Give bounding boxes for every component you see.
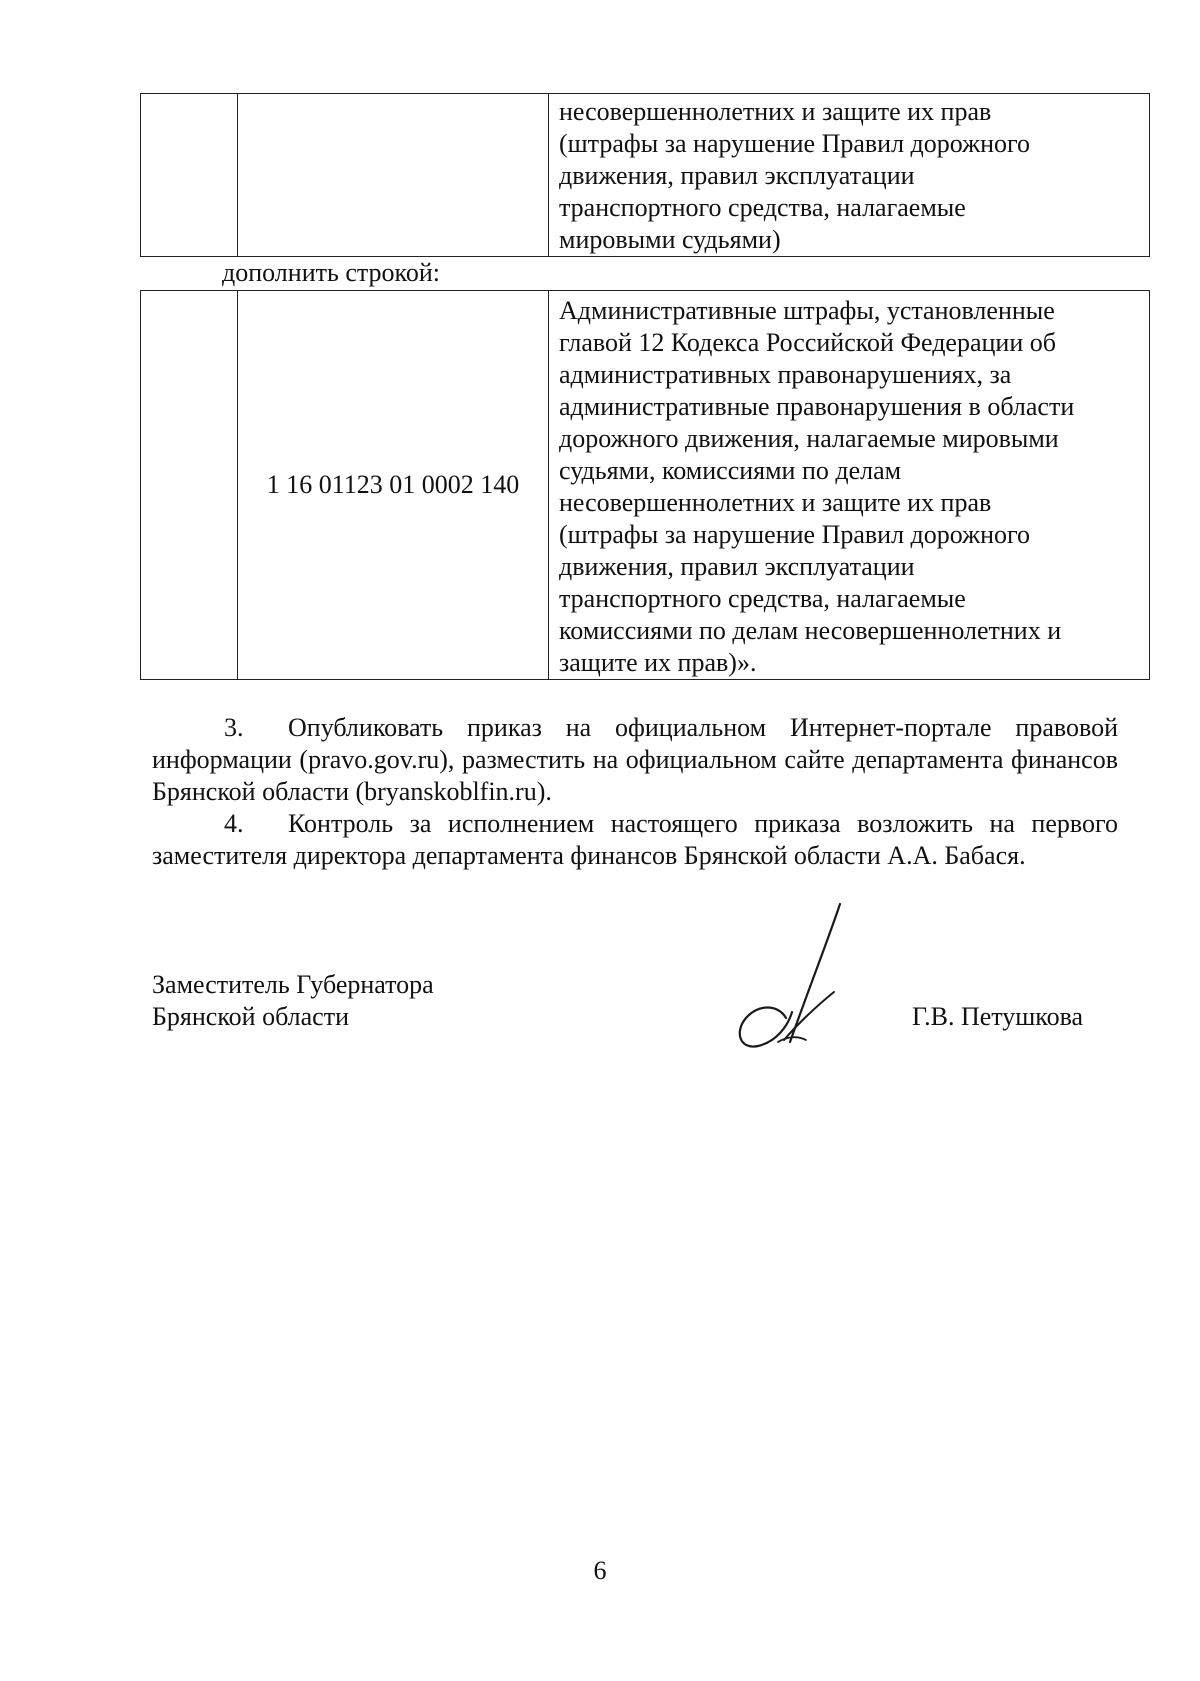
paragraph-3: [152, 712, 1118, 808]
table-cell-code: 1 16 01123 01 0002 140: [238, 291, 549, 680]
table-cell-index: [141, 291, 238, 680]
handwritten-signature: [728, 900, 848, 1050]
paragraph-text: Опубликовать приказ на официальном Интернет-портале правовой информации (pravo.gov.ru), разместить на официальном сайте департамента финансов Брянской области (bryanskoblfin.ru).: [152, 713, 1118, 806]
signatory-title: [152, 969, 434, 1033]
table-row: [141, 94, 1150, 257]
table-row: [141, 291, 1150, 680]
paragraph-number: 4.: [224, 809, 244, 838]
signatory-title-line: Брянской области: [152, 1002, 349, 1031]
page-number: 6: [593, 1556, 607, 1585]
signatory-title-line: Заместитель Губернатора: [152, 970, 434, 999]
table-cell-description: несовершеннолетних и защите их прав (штрафы за нарушение Правил дорожного движения, правил эксплуатации транспортного средства, налагаемые мировыми судьями): [549, 94, 1150, 257]
paragraph-4: [152, 808, 1118, 872]
add-row-label: дополнить строкой:: [222, 258, 440, 287]
table-cell-code: [238, 94, 549, 257]
table-cell-index: [141, 94, 238, 257]
fines-table-new-row: [140, 290, 1150, 680]
signatory-name: Г.В. Петушкова: [912, 1002, 1084, 1031]
fines-table-continuation: [140, 93, 1150, 257]
paragraph-text: Контроль за исполнением настоящего приказа возложить на первого заместителя директора департамента финансов Брянской области А.А. Бабася.: [152, 809, 1118, 870]
table-cell-description: Административные штрафы, установленные главой 12 Кодекса Российской Федерации об административных правонарушениях, за административные правонарушения в области дорожного движения, налагаемые мировыми судьями, комиссиями по делам несовершеннолетних и защите их прав (штрафы за нарушение Правил дорожного движения, правил эксплуатации транспортного средства, налагаемые комиссиями по делам несовершеннолетних и защите их прав)».: [549, 291, 1150, 680]
paragraph-number: 3.: [224, 713, 244, 742]
